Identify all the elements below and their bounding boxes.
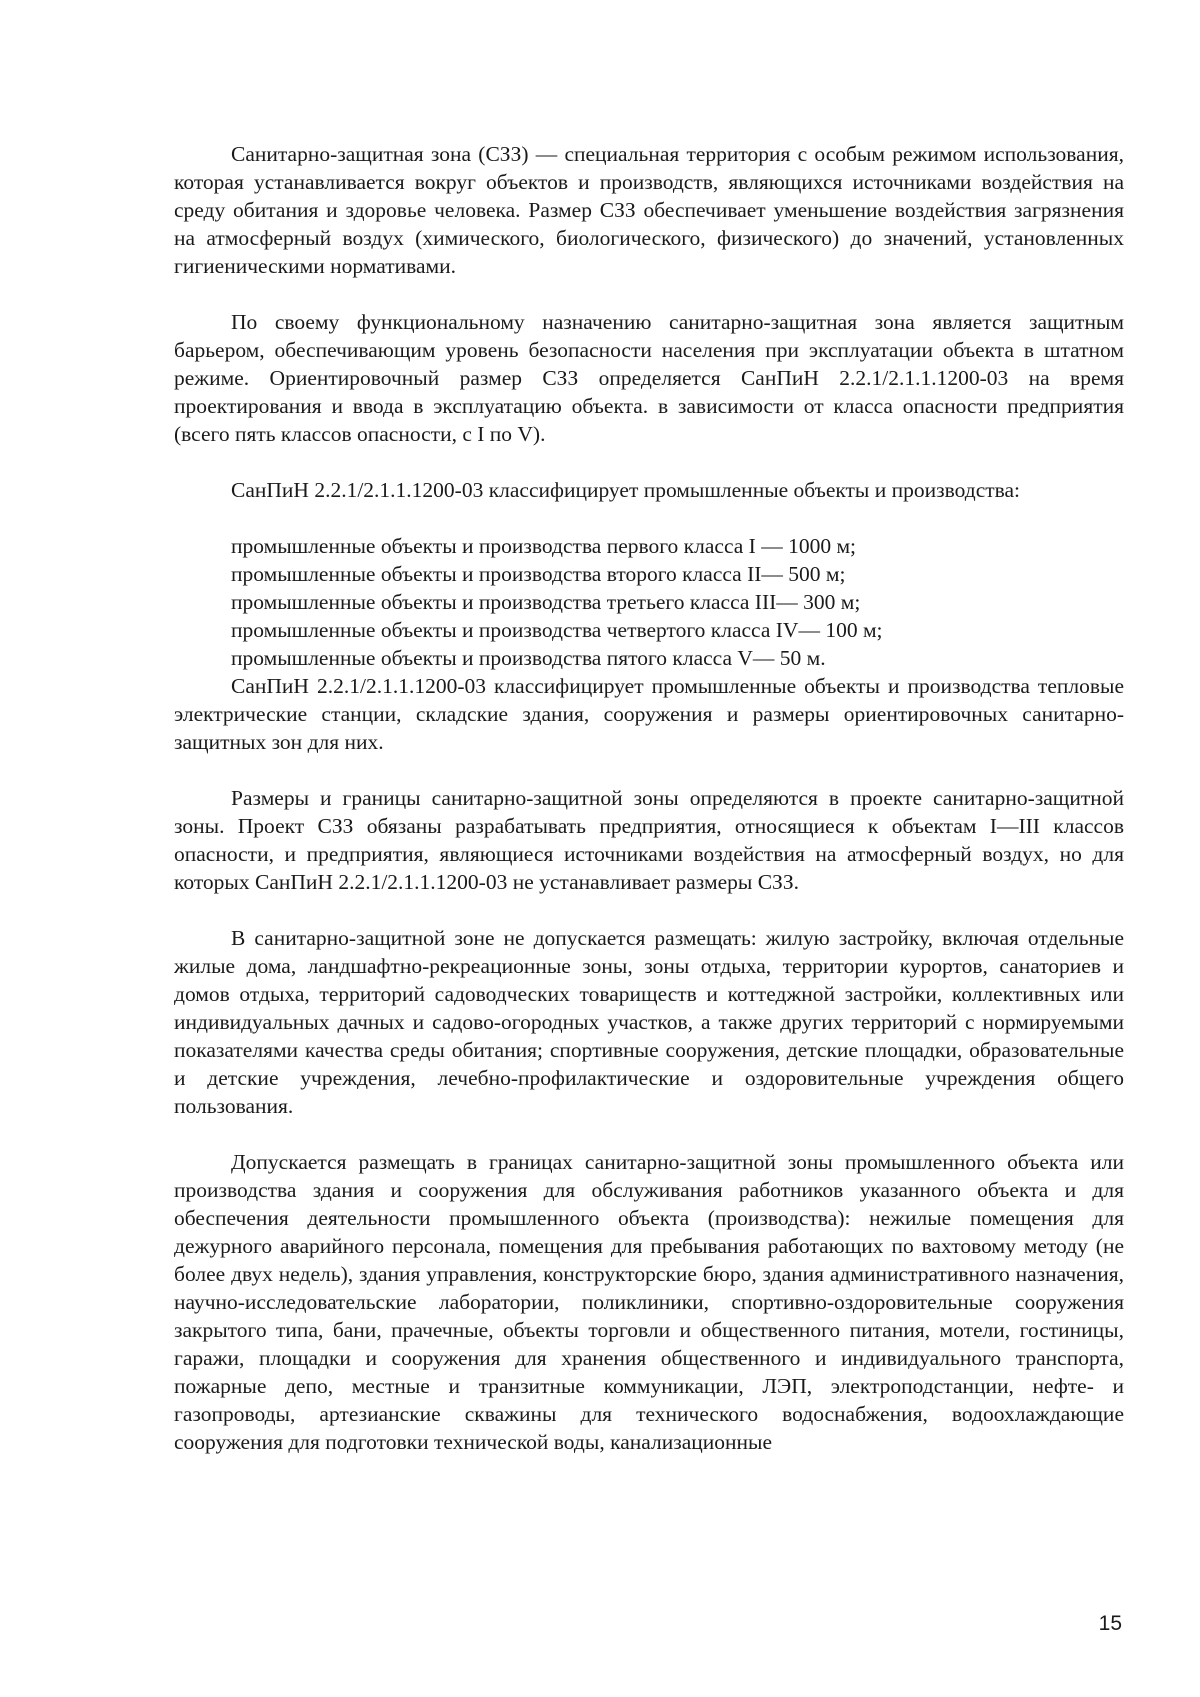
page-number: 15: [1098, 1612, 1122, 1635]
paragraph-allowed-objects: Допускается размещать в границах санитарно-защитной зоны промышленного объекта или производства здания и сооружения для обслуживания работников указанного объекта и для обеспечения деятельности промышленного объекта (производства): нежилые помещения для дежурного аварийного персонала, помещения для пребывания работающих по вахтовому методу (не более двух недель), здания управления, конструкторские бюро, здания административного назначения, научно-исследовательские лаборатории, поликлиники, спортивно-оздоровительные сооружения закрытого типа, бани, прачечные, объекты торговли и общественного питания, мотели, гостиницы, гаражи, площадки и сооружения для хранения общественного и индивидуального транспорта, пожарные депо, местные и транзитные коммуникации, ЛЭП, электроподстанции, нефте- и газопроводы, артезианские скважины для технического водоснабжения, водоохлаждающие сооружения для подготовки технической воды, канализационные: [174, 1150, 1124, 1454]
paragraph-szz-project: Размеры и границы санитарно-защитной зоны определяются в проекте санитарно-защитной зоны. Проект СЗЗ обязаны разрабатывать предприятия, относящиеся к объектам I—III классов опасности, и предприятия, являющиеся источниками воздействия на атмосферный воздух, но для которых СанПиН 2.2.1/2.1.1.1200-03 не устанавливает размеры СЗЗ.: [174, 786, 1124, 894]
list-item: промышленные объекты и производства четвертого класса IV— 100 м;: [231, 618, 883, 642]
paragraph-sanpin-classification: СанПиН 2.2.1/2.1.1.1200-03 классифицирует промышленные объекты и производства:: [231, 478, 1021, 502]
paragraph-szz-definition: Санитарно-защитная зона (СЗЗ) — специальная территория с особым режимом использования, которая устанавливается вокруг объектов и производств, являющихся источниками воздействия на среду обитания и здоровье человека. Размер СЗЗ обеспечивает уменьшение воздействия загрязнения на атмосферный воздух (химического, биологического, физического) до значений, установленных гигиеническими нормативами.: [174, 142, 1124, 278]
document-page: [174, 140, 1124, 1456]
hazard-class-list-wrapper: [174, 532, 1124, 672]
hazard-class-list: [174, 532, 1124, 672]
list-item: промышленные объекты и производства пятого класса V— 50 м.: [231, 646, 826, 670]
paragraph-after-list: СанПиН 2.2.1/2.1.1.1200-03 классифицирует промышленные объекты и производства тепловые электрические станции, складские здания, сооружения и размеры ориентировочных санитарно-защитных зон для них.: [174, 674, 1124, 754]
list-item: промышленные объекты и производства первого класса I — 1000 м;: [231, 534, 857, 558]
list-item: промышленные объекты и производства второго класса II— 500 м;: [231, 562, 846, 586]
paragraph-szz-purpose: По своему функциональному назначению санитарно-защитная зона является защитным барьером, обеспечивающим уровень безопасности населения при эксплуатации объекта в штатном режиме. Ориентировочный размер СЗЗ определяется СанПиН 2.2.1/2.1.1.1200-03 на время проектирования и ввода в эксплуатацию объекта. в зависимости от класса опасности предприятия (всего пять классов опасности, с I по V).: [174, 310, 1124, 446]
list-item: промышленные объекты и производства третьего класса III— 300 м;: [231, 590, 861, 614]
paragraph-prohibited-objects: В санитарно-защитной зоне не допускается размещать: жилую застройку, включая отдельные жилые дома, ландшафтно-рекреационные зоны, зоны отдыха, территории курортов, санаториев и домов отдыха, территорий садоводческих товариществ и коттеджной застройки, коллективных или индивидуальных дачных и садово-огородных участков, а также других территорий с нормируемыми показателями качества среды обитания; спортивные сооружения, детские площадки, образовательные и детские учреждения, лечебно-профилактические и оздоровительные учреждения общего пользования.: [174, 926, 1124, 1118]
